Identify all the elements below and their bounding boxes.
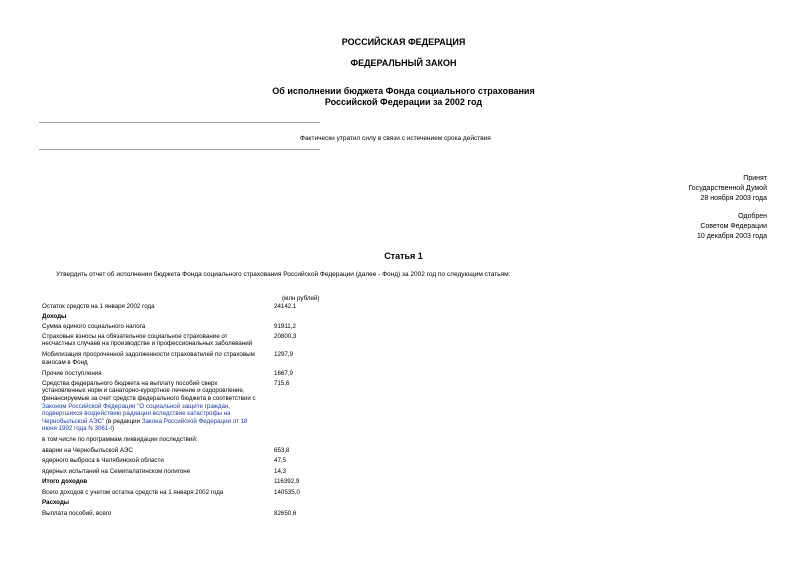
row-label: в том числе по программам ликвидации последствий: [42, 435, 198, 443]
row-label: Всего доходов с учетом остатка средств на 1 января 2002 года [42, 488, 224, 496]
budget-table [42, 303, 334, 518]
row-label [42, 331, 274, 348]
row-label: Остаток средств на 1 января 2002 года [42, 303, 155, 310]
law-edition-link[interactable]: Закона Российской Федерации от 18 [141, 417, 248, 425]
row-label-line [42, 425, 274, 433]
row-label: Сумма единого социального налога [42, 323, 146, 331]
status-note: Фактически утратил силу в связи с истечением срока действия [300, 135, 491, 142]
table-row [42, 378, 334, 433]
divider-bottom [39, 149, 320, 150]
table-row [42, 496, 334, 507]
country-heading: РОССИЙСКАЯ ФЕДЕРАЦИЯ [341, 37, 466, 47]
accepted-label: Принят [743, 175, 767, 182]
law-title-line1: Об исполнении бюджета Фонда социального страхования [272, 86, 535, 96]
row-value: 715,6 [274, 379, 290, 387]
row-label [42, 378, 274, 433]
accepted-block [688, 174, 767, 204]
row-value: 1667,9 [274, 370, 293, 378]
table-row [42, 303, 334, 311]
law-link[interactable]: Чернобыльской АЭС" [42, 417, 105, 425]
approved-label: Одобрен [738, 213, 767, 220]
row-value: 653,8 [274, 446, 290, 454]
row-label-line: Страховые взносы на обязательное социальное страхование от [42, 332, 228, 340]
divider-top [39, 122, 320, 123]
table-row [42, 348, 334, 366]
law-title-line2: Российской Федерации за 2002 год [324, 97, 483, 107]
table-row [42, 320, 334, 331]
row-label: Прочие поступления [42, 370, 102, 378]
section-header-expenses: Расходы [42, 499, 70, 507]
table-row [42, 454, 334, 465]
approved-date: 10 декабря 2003 года [696, 233, 767, 240]
row-value: 20800,3 [274, 332, 297, 340]
row-label: ядерного выброса в Челябинской области [42, 457, 164, 465]
approved-by: Советом Федерации [700, 223, 767, 230]
row-value: 82650,6 [274, 510, 297, 518]
row-label: аварии на Чернобыльской АЭС [42, 446, 133, 454]
table-row [42, 507, 334, 518]
row-value: 14,3 [274, 467, 287, 475]
table-row [42, 486, 334, 497]
accepted-date: 28 ноября 2003 года [700, 195, 767, 202]
unit-label: (млн рублей) [282, 295, 320, 302]
article-title: Статья 1 [384, 251, 423, 261]
accepted-by: Государственной Думой [688, 185, 767, 192]
row-value: 116392,9 [274, 478, 300, 486]
row-value: 91911,2 [274, 323, 296, 331]
table-row [42, 465, 334, 476]
row-value: 1297,9 [274, 350, 293, 358]
table-row [42, 331, 334, 348]
row-value: 24142,1 [274, 303, 297, 310]
row-label-line: финансируемые за счет средств федерального бюджета в соответствии с [42, 394, 256, 402]
law-link-line[interactable]: подвергшихся воздействию радиации вследствие катастрофы на [42, 410, 231, 418]
article-intro: Утвердить отчет об исполнении бюджета Фонда социального страхования Российской Федерации (далее - Фонд) за 2002 год по следующим статьям: [56, 271, 511, 278]
table-row [42, 433, 334, 444]
row-label-line: несчастных случаев на производстве и профессиональных заболеваний [42, 340, 253, 348]
row-value: 140535,0 [274, 488, 300, 496]
row-label: Выплата пособий, всего [42, 510, 112, 518]
row-label-text: ) [112, 425, 115, 433]
row-label-line: Средства федерального бюджета на выплату пособий сверх [42, 379, 218, 387]
row-label-line [42, 418, 274, 426]
table-row [42, 311, 334, 321]
law-title [0, 86, 807, 108]
approved-block [697, 212, 767, 242]
law-link-line[interactable]: Законом Российской Федерации "О социальной защите граждан, [42, 402, 231, 410]
row-label-text: (в редакции [104, 417, 142, 425]
table-row [42, 444, 334, 455]
law-edition-link[interactable]: июня 1992 года N 3061-I [42, 425, 112, 433]
table-row [42, 366, 334, 378]
row-label-line: Мобилизация просроченной задолженности страхователей по страховым [42, 350, 255, 358]
row-label: ядерных испытаний на Семипалатинском полигоне [42, 467, 191, 475]
law-type-heading: ФЕДЕРАЛЬНЫЙ ЗАКОН [350, 58, 457, 68]
row-label-line: установленных норм и санаторно-курортное лечение и оздоровление, [42, 387, 245, 395]
section-header-income: Доходы [42, 312, 67, 320]
row-label: Итого доходов [42, 478, 88, 486]
table-row [42, 475, 334, 486]
row-label [42, 348, 274, 366]
row-label-line: взносам в Фонд [42, 358, 88, 366]
row-value: 47,5 [274, 457, 287, 465]
